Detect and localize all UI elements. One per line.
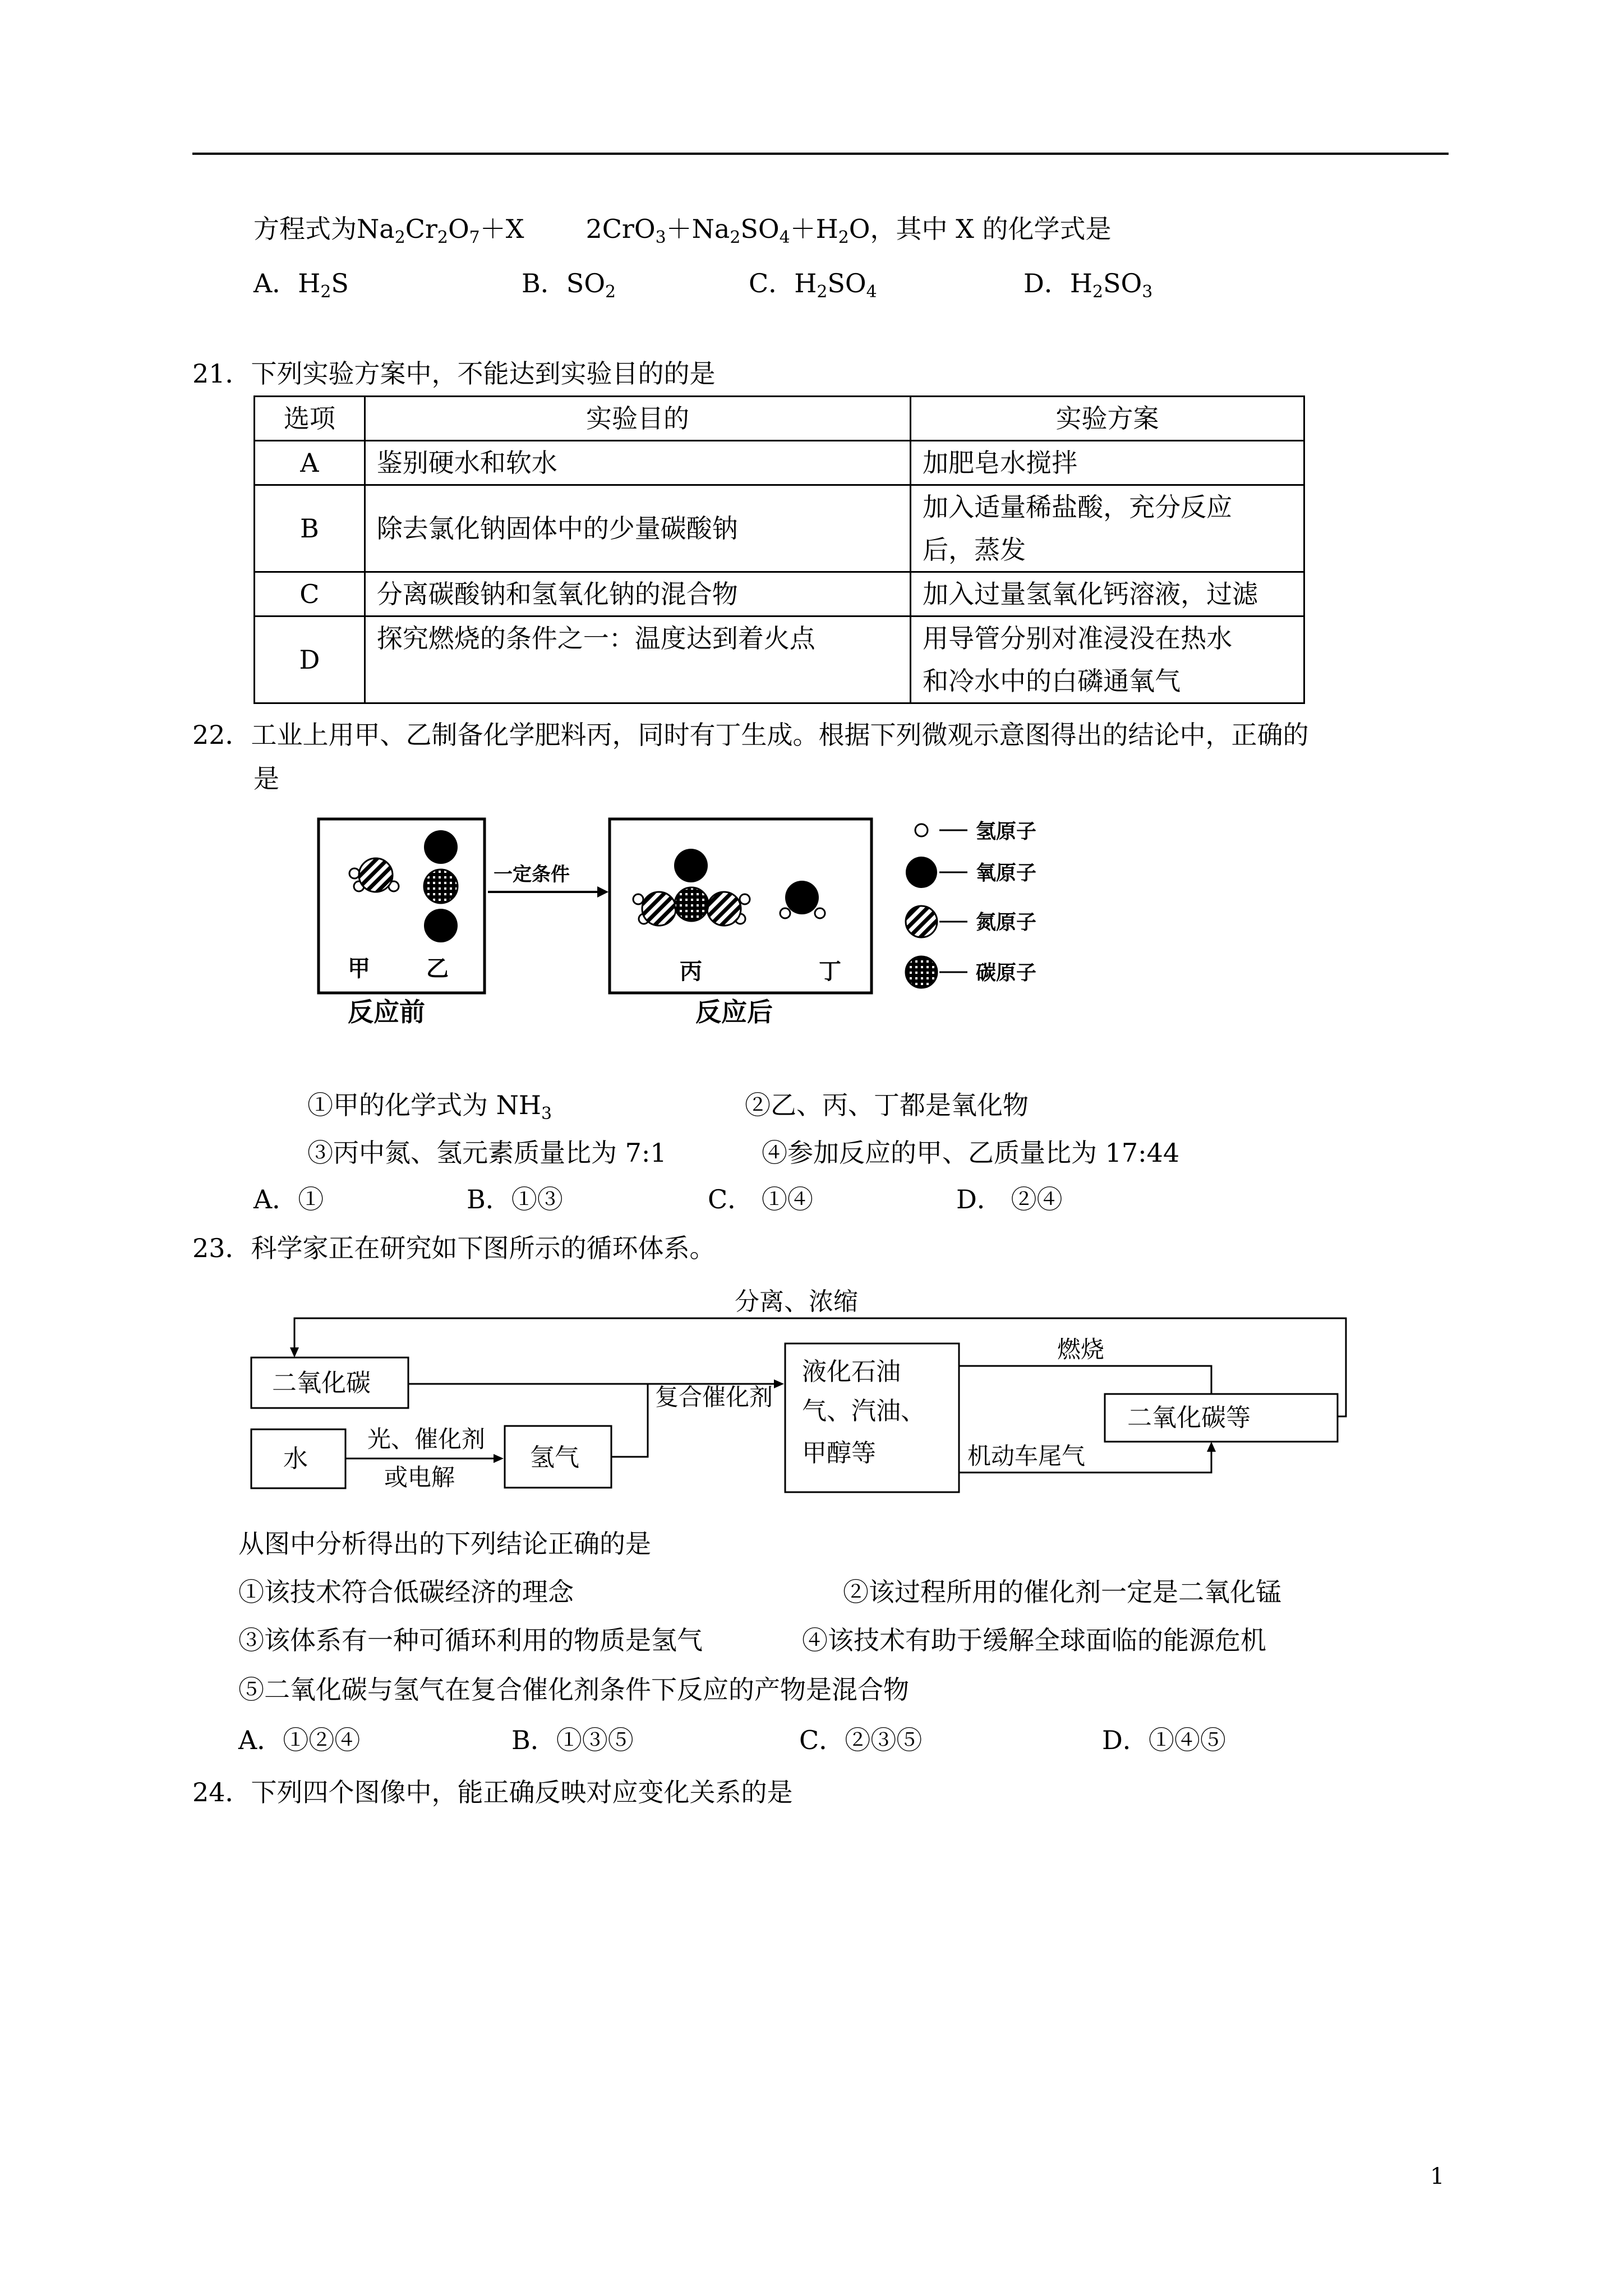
q23-statement-5: ⑤二氧化碳与氢气在复合催化剂条件下反应的产物是混合物 xyxy=(238,1674,909,1705)
q22-statement-2: ②乙、丙、丁都是氧化物 xyxy=(745,1090,1029,1120)
row-goal: 鉴别硬水和软水 xyxy=(365,441,910,485)
row-plan: 加入过量氢氧化钙溶液，过滤 xyxy=(911,572,1304,616)
q23-option-c: C．②③⑤ xyxy=(799,1725,923,1755)
hydrogen-atom xyxy=(349,868,359,878)
q20-option-a: A．$H_2S$ xyxy=(253,268,349,302)
label-exhaust: 机动车尾气 xyxy=(967,1442,1086,1470)
label-after: 反应后 xyxy=(695,997,773,1027)
box-co2-etc-label: 二氧化碳等 xyxy=(1127,1404,1251,1432)
q22-statement-1: ①甲的化学式为 $NH_3$ xyxy=(307,1090,552,1124)
products-line3: 甲醇等 xyxy=(802,1439,876,1467)
label-separate: 分离、浓缩 xyxy=(735,1287,858,1316)
legend-hydrogen-icon xyxy=(915,824,928,836)
label-light-catalyst: 光、催化剂 xyxy=(367,1425,486,1453)
legend-hydrogen: 氢原子 xyxy=(976,820,1037,843)
table-header-row xyxy=(255,397,1304,441)
row-option: D xyxy=(255,616,365,703)
legend-carbon: 碳原子 xyxy=(976,961,1037,984)
legend-nitrogen-icon xyxy=(906,906,937,937)
q23-statement-1: ①该技术符合低碳经济的理念 xyxy=(238,1577,574,1607)
q22-option-b: B．①③ xyxy=(467,1184,563,1214)
row-goal: 分离碳酸钠和氢氧化钠的混合物 xyxy=(365,572,910,616)
box-water-label: 水 xyxy=(283,1444,308,1473)
q24-stem: 24．下列四个图像中，能正确反映对应变化关系的是 xyxy=(192,1777,793,1807)
table-row xyxy=(255,485,1304,572)
q23-option-a: A．①②④ xyxy=(238,1725,361,1755)
before-box xyxy=(319,819,485,993)
q23-option-b: B．①③⑤ xyxy=(511,1725,634,1755)
label-jia: 甲 xyxy=(348,956,370,982)
nitrogen-atom xyxy=(359,858,393,892)
legend-oxygen: 氧原子 xyxy=(976,862,1037,885)
q23-option-d: D．①④⑤ xyxy=(1102,1725,1226,1755)
q23-statement-3: ③该体系有一种可循环利用的物质是氢气 xyxy=(238,1625,703,1655)
q22-statement-4: ④参加反应的甲、乙质量比为 17:44 xyxy=(762,1138,1180,1168)
row-option: A xyxy=(255,441,365,485)
oxygen-atom xyxy=(424,830,458,864)
carbon-cycle-diagram xyxy=(247,1279,1357,1515)
carbon-atom xyxy=(424,869,458,903)
q22-statement-3: ③丙中氮、氢元素质量比为 7:1 xyxy=(307,1138,667,1168)
q20-option-d: D．$H_2SO_3$ xyxy=(1023,268,1153,302)
legend-carbon-icon xyxy=(906,956,937,988)
row-plan: 加肥皂水搅拌 xyxy=(911,441,1304,485)
reaction-microscopic-diagram xyxy=(314,808,1099,1043)
q20-option-c: C．$H_2SO_4$ xyxy=(749,268,877,302)
legend-nitrogen: 氮原子 xyxy=(976,911,1037,934)
q22-stem-line1: 22．工业上用甲、乙制备化学肥料丙，同时有丁生成。根据下列微观示意图得出的结论中，正确的 xyxy=(192,720,1309,750)
row-goal: 探究燃烧的条件之一：温度达到着火点 xyxy=(365,616,910,703)
q20-equation: 方程式为$Na_2Cr_2O_7+X$ $2CrO_3+Na_2SO_4+H_2O$，其中 X 的化学式是 xyxy=(253,214,1112,247)
q22-option-a: A．① xyxy=(253,1184,324,1214)
q23-lead: 从图中分析得出的下列结论正确的是 xyxy=(238,1529,651,1559)
header-option: 选项 xyxy=(255,397,365,441)
q22-stem-line2: 是 xyxy=(253,763,279,794)
row-goal: 除去氯化钠固体中的少量碳酸钠 xyxy=(365,485,910,572)
label-electrolysis: 或电解 xyxy=(384,1464,455,1491)
label-bing: 丙 xyxy=(680,959,702,984)
table-row xyxy=(255,441,1304,485)
q22-option-c: C． ①④ xyxy=(708,1184,813,1214)
header-goal: 实验目的 xyxy=(365,397,910,441)
legend-oxygen-icon xyxy=(906,857,937,888)
q23-stem: 23．科学家正在研究如下图所示的循环体系。 xyxy=(192,1233,716,1263)
oxygen-atom xyxy=(674,849,708,882)
q20-option-b: B．$SO_2$ xyxy=(522,268,616,302)
arrow-label: 一定条件 xyxy=(494,863,570,886)
oxygen-atom xyxy=(785,881,819,914)
row-plan: 加入适量稀盐酸，充分反应 后，蒸发 xyxy=(911,485,1304,572)
header-rule xyxy=(192,153,1449,155)
q23-statement-2: ②该过程所用的催化剂一定是二氧化锰 xyxy=(843,1577,1281,1607)
row-option: C xyxy=(255,572,365,616)
oxygen-atom xyxy=(424,909,458,942)
q21-stem: 21．下列实验方案中，不能达到实验目的的是 xyxy=(192,358,716,389)
label-burn: 燃烧 xyxy=(1057,1336,1105,1363)
header-plan: 实验方案 xyxy=(911,397,1304,441)
label-yi: 乙 xyxy=(426,956,449,982)
q22-option-d: D． ②④ xyxy=(956,1184,1063,1214)
row-plan: 用导管分别对准浸没在热水 和冷水中的白磷通氧气 xyxy=(911,616,1304,703)
products-line2: 气、汽油、 xyxy=(802,1397,925,1425)
nitrogen-atom xyxy=(642,892,676,926)
label-before: 反应前 xyxy=(348,997,425,1027)
q23-statement-4: ④该技术有助于缓解全球面临的能源危机 xyxy=(802,1625,1266,1655)
carbon-atom xyxy=(675,887,708,921)
box-hydrogen-label: 氢气 xyxy=(530,1443,579,1472)
row-option: B xyxy=(255,485,365,572)
products-line1: 液化石油 xyxy=(802,1358,901,1386)
page-number: 1 xyxy=(1430,2164,1445,2189)
nitrogen-atom xyxy=(707,892,741,926)
q21-table xyxy=(253,395,1305,704)
table-row xyxy=(255,572,1304,616)
table-row xyxy=(255,616,1304,703)
label-composite-catalyst: 复合催化剂 xyxy=(655,1383,773,1411)
label-ding: 丁 xyxy=(819,959,841,984)
box-co2-label: 二氧化碳 xyxy=(272,1369,371,1397)
